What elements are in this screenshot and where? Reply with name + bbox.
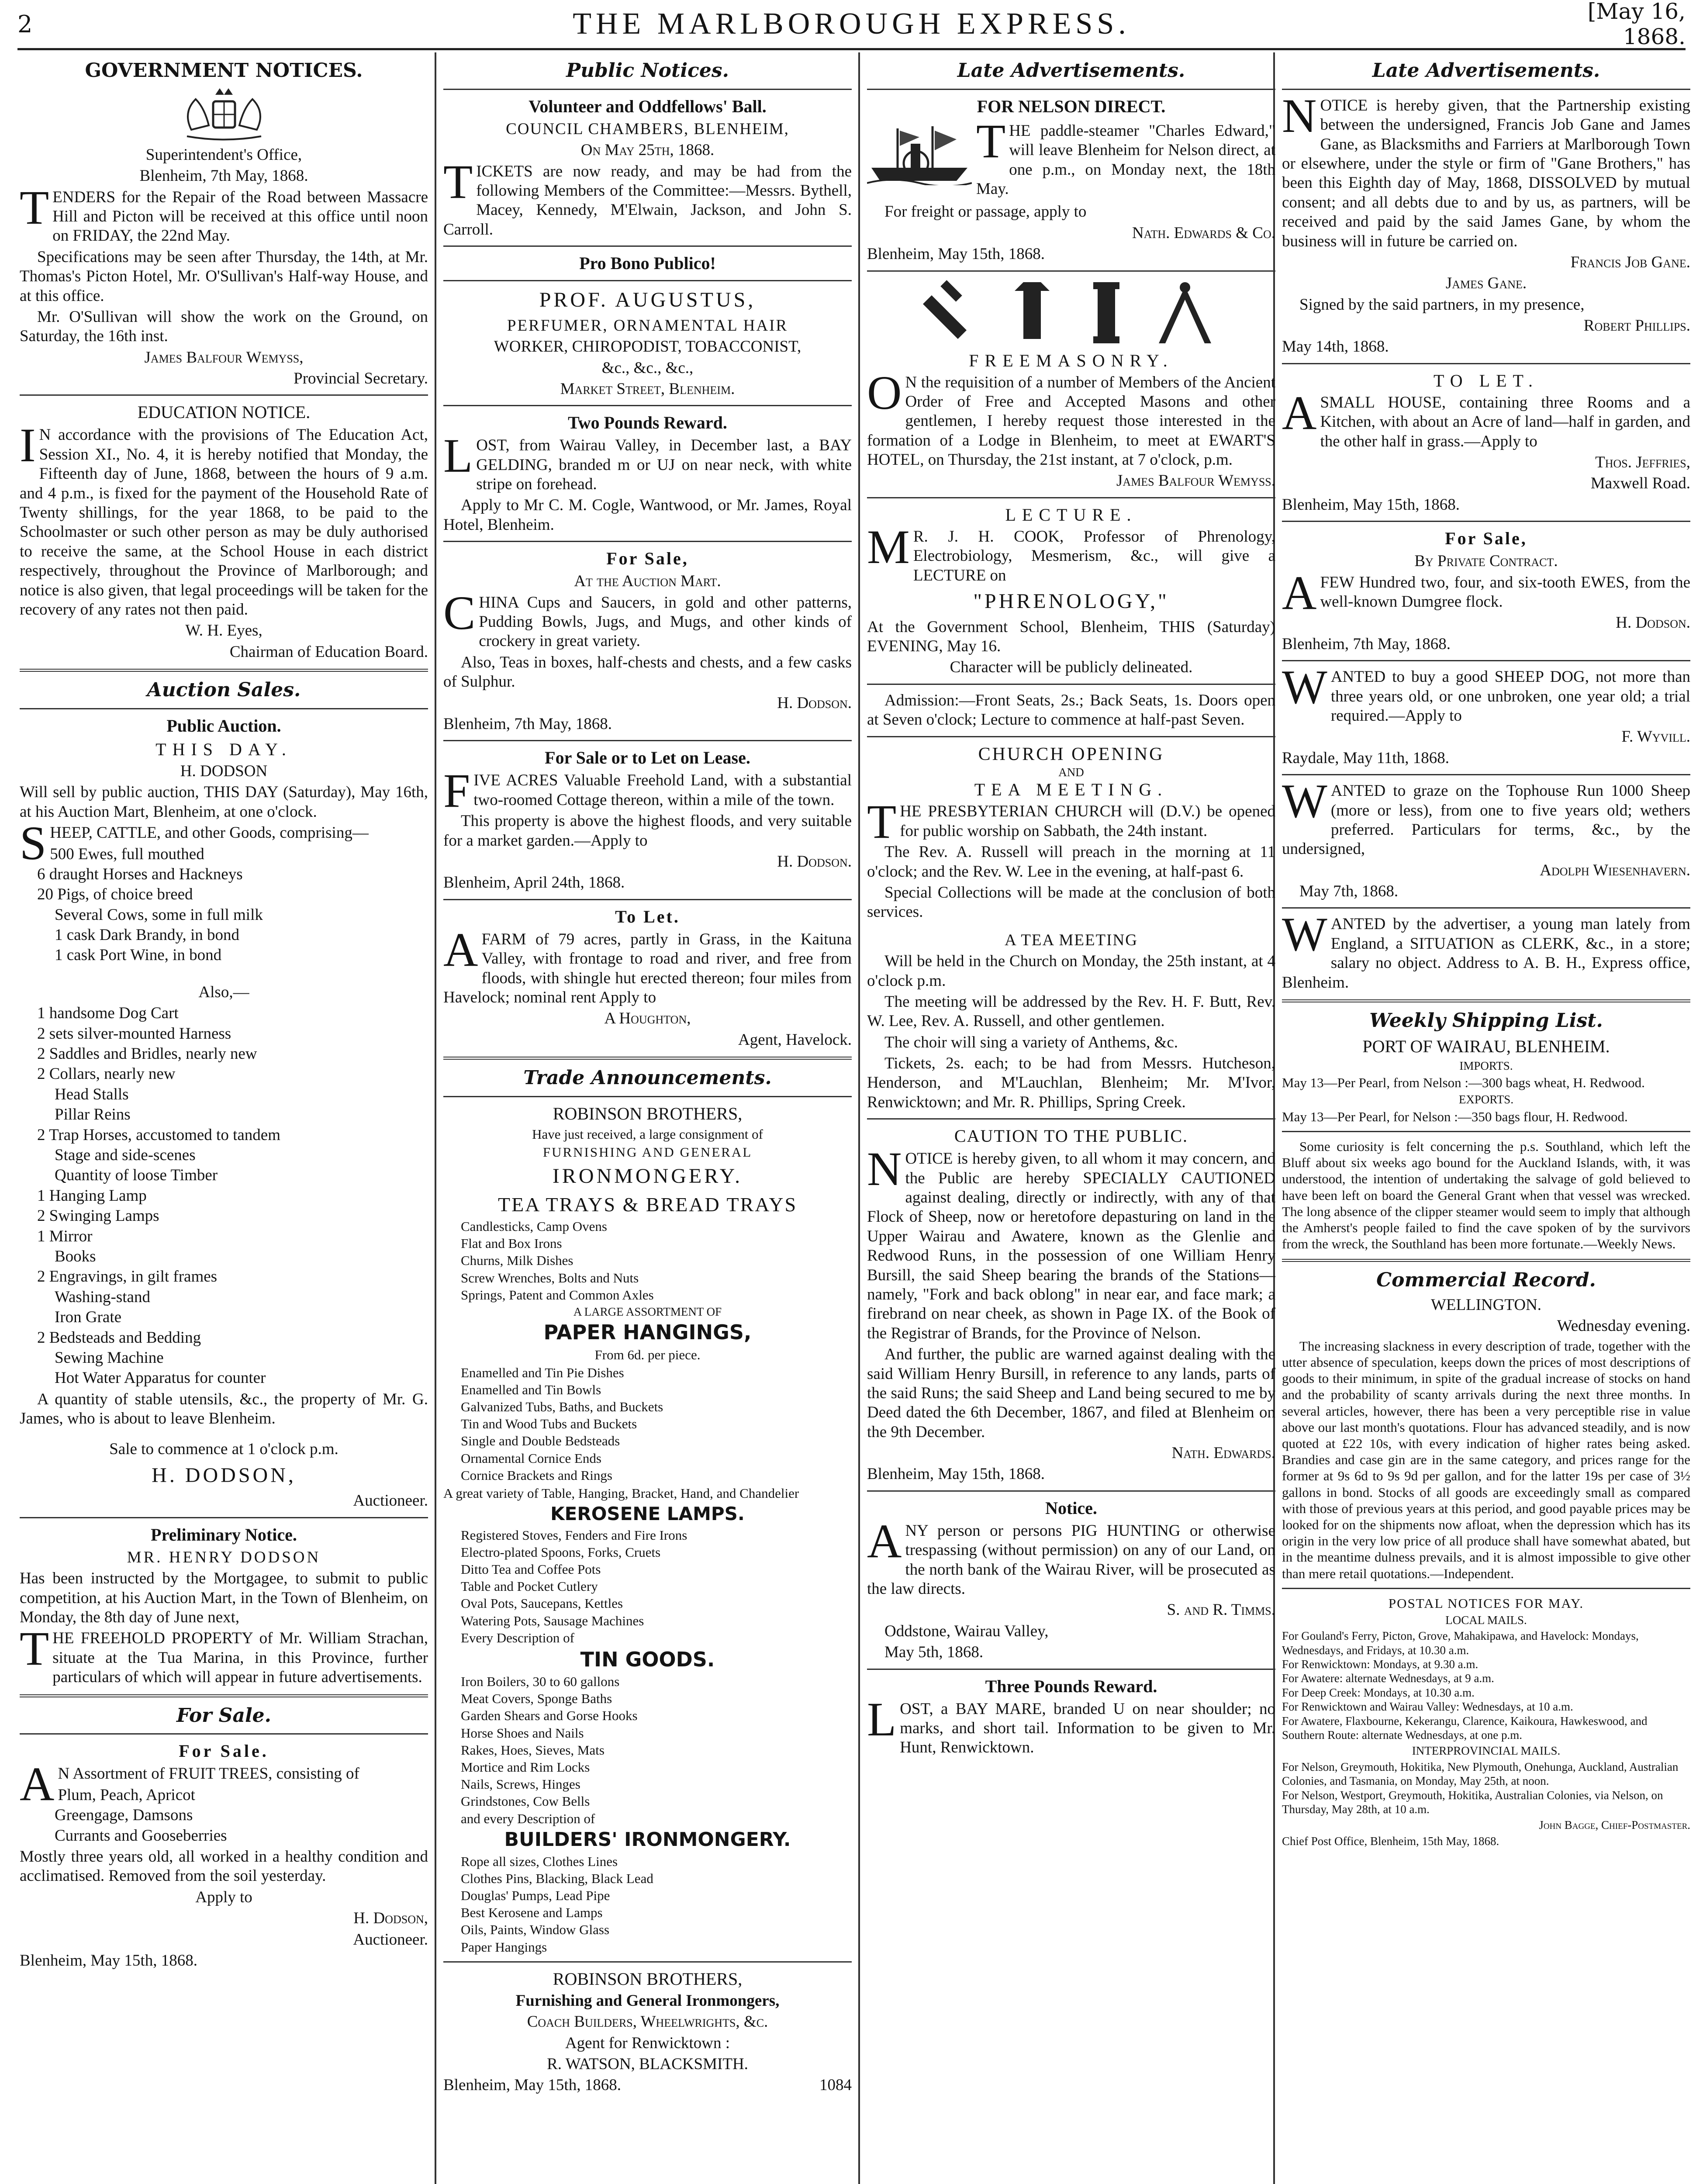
list-item: 2 Swinging Lamps [37,1207,159,1225]
auction-paragraph: Sale to commence at 1 o'clock p.m. [109,1440,339,1458]
to-let-date: Blenheim, May 15th, 1868. [1282,495,1460,514]
list-item: Garden Shears and Gorse Hooks [461,1708,638,1724]
robinson-line: R. WATSON, BLACKSMITH. [547,2055,748,2073]
shipping-list-heading: Weekly Shipping List. [1369,1009,1603,1032]
preliminary-notice-heading: Preliminary Notice. [151,1524,297,1545]
list-item: For Awatere: alternate Wednesdays, at 9 a.m. [1282,1672,1494,1685]
apply-to: Apply to [195,1888,252,1906]
list-item: Pillar Reins [55,1106,131,1124]
divider [1282,999,1690,1002]
commercial-record-heading: Commercial Record. [1376,1269,1596,1292]
lecture-paragraph: Admission:—Front Seats, 2s.; Back Seats, 1s. Doors open at Seven o'clock; Lecture to commence at half-past Seven. [867,691,1275,729]
divider [20,708,428,709]
robinson-line: Have just received, a large consignment of [532,1126,763,1142]
commercial-time: Wednesday evening. [1557,1317,1690,1335]
divider [443,899,852,900]
list-item: Churns, Milk Dishes [461,1253,573,1268]
list-item: Hot Water Apparatus for counter [55,1369,266,1387]
let-heading: To Let. [615,906,680,926]
export-entry: May 13—Per Pearl, for Nelson :—350 bags flour, H. Redwood. [1282,1109,1628,1124]
divider [1282,907,1690,909]
church-heading-2: TEA MEETING. [974,780,1168,800]
church-paragraph: The choir will sing a variety of Anthems, &c. [884,1033,1178,1051]
gov-paragraph: TENDERS for the Repair of the Road between Massacre Hill and Picton will be received at this office until noon on FRIDAY, the 22nd May. [20,180,428,245]
list-item: Oval Pots, Saucepans, Kettles [461,1596,623,1611]
robinson-name: ROBINSON BROTHERS, [553,1969,743,1989]
robinson-line: From 6d. per piece. [594,1347,701,1362]
page-number: 2 [17,10,33,38]
for-sale-heading: For Sale. [176,1704,271,1727]
list-item: Sewing Machine [55,1348,164,1367]
preliminary-name: MR. HENRY DODSON [127,1548,321,1566]
list-item: Cornice Brackets and Rings [461,1467,612,1483]
list-item: Galvanized Tubs, Baths, and Buckets [461,1399,663,1415]
let-paragraph: AFARM of 79 acres, partly in Grass, in the Kaituna Valley, with frontage to road and river, and free from floods, with shingle hut erected thereon; four miles from Havelock; nominal rent Apply to [443,923,852,1006]
freemasonry-paragraph: ON the requisition of a number of Members of the Ancient Order of Free and Accepted Masons and other gentlemen, I hereby request those interested in the formation of a Lodge in Blenheim, to meet at EWART'S HOTEL, on Thursday, the 21st instant, at 7 o'clock, p.m. [867,366,1275,469]
trade-announcements-heading: Trade Announcements. [523,1067,772,1089]
divider [443,541,852,542]
list-item: 2 Trap Horses, accustomed to tandem [37,1126,280,1144]
auctioneer-signature: H. DODSON, [152,1463,296,1487]
divider [443,405,852,406]
divider [867,497,1275,498]
divider [867,89,1275,90]
list-item: For Nelson, Westport, Greymouth, Hokitika, Australian Colonies, via Nelson, on Thursday, May 28th, at 10 a.m. [1282,1788,1663,1816]
masthead [17,0,1686,50]
list-item: 1 Hanging Lamp [37,1186,147,1205]
list-item: Enamelled and Tin Bowls [461,1382,601,1397]
church-paragraph: Tickets, 2s. each; to be had from Messrs. Hutcheson, Henderson, and M'Lauchlan, Blenheim; Mr. M'Ivor, Renwicktown; and Mr. R. Phillips, Spring Creek. [867,1054,1275,1111]
edu-signature: W. H. Eyes, [185,622,263,640]
divider [443,1057,852,1060]
list-item: Best Kerosene and Lamps [461,1905,603,1921]
partnership-paragraph: Signed by the said partners, in my presence, [1299,295,1585,314]
advert-number: 1084 [819,2076,852,2094]
masonic-tools-icon [867,278,1275,348]
caution-date: Blenheim, May 15th, 1868. [867,1465,1045,1483]
lease-date: Blenheim, April 24th, 1868. [443,874,625,892]
edu-signature-title: Chairman of Education Board. [229,643,428,661]
list-item: 2 Saddles and Bridles, nearly new [37,1045,257,1063]
list-item: Watering Pots, Sausage Machines [461,1613,644,1628]
partnership-date: May 14th, 1868. [1282,338,1389,356]
issue-date: [May 16, 1868. [1587,0,1686,49]
divider [20,394,428,396]
divider [867,1118,1275,1120]
to-let-address: Maxwell Road. [1590,474,1690,493]
robinson-line: A great variety of Table, Hanging, Bracket, Hand, and Chandelier [443,1486,799,1501]
list-item: Clothes Pins, Blacking, Black Lead [461,1870,653,1886]
fruit-trees-paragraph: AN Assortment of FRUIT TREES, consisting of [20,1757,359,1811]
divider [443,740,852,741]
church-paragraph: THE PRESBYTERIAN CHURCH will (D.V.) be opened for public worship on Sabbath, the 24th instant. [867,795,1275,849]
list-item: Mortice and Rim Locks [461,1759,590,1775]
church-paragraph: Will be held in the Church on Monday, the 25th instant, at 4 o'clock p.m. [867,952,1275,990]
nelson-paragraph: For freight or passage, apply to [884,203,1087,221]
robinson-line: Agent for Renwicktown : [565,2034,730,2052]
wanted-paragraph: WANTED to buy a good SHEEP DOG, not more than three years old, or one unbroken, one year old; a trial required.—Apply to [1282,660,1690,725]
list-item: Nails, Screws, Hinges [461,1776,580,1792]
tea-meeting-heading: A TEA MEETING [1005,931,1138,949]
gov-paragraph: Mr. O'Sullivan will show the work on the Ground, on Saturday, the 16th inst. [20,308,428,346]
list-item: 1 cask Dark Brandy, in bond [55,926,240,944]
notice-paragraph: ANY person or persons PIG HUNTING or otherwise trespassing (without permission) on any of our Land, on the north bank of the Wairau River, will be prosecuted as the law directs. [867,1514,1275,1598]
augustus-line: &c., &c., &c., [601,359,694,377]
wanted-date: Raydale, May 11th, 1868. [1282,749,1449,767]
caution-signature: Nath. Edwards. [1171,1444,1275,1462]
auctioneer-title: Auctioneer. [353,1492,428,1510]
robinson-line: Coach Builders, Wheelwrights, &c. [527,2013,768,2031]
list-item: For Deep Creek: Mondays, at 10.30 a.m. [1282,1686,1475,1699]
to-let-signature: Thos. Jeffries, [1595,453,1690,472]
divider [20,1517,428,1518]
robinson-name: ROBINSON BROTHERS, [553,1103,743,1123]
divider [1282,1588,1690,1589]
late-advertisements-heading: Late Advertisements. [1372,59,1600,82]
auction-paragraph: Will sell by public auction, THIS DAY (Saturday), May 16th, at his Auction Mart, Blenheim, at one o'clock. [20,783,428,821]
list-item: Candlesticks, Camp Ovens [461,1219,607,1234]
divider [1282,363,1690,364]
augustus-line: Market Street, Blenheim. [560,380,735,398]
robinson-date: Blenheim, May 15th, 1868. [443,2076,621,2094]
robinson-line: IRONMONGERY. [552,1165,743,1188]
local-mails-label: LOCAL MAILS. [1445,1613,1527,1627]
commercial-paragraph: The increasing slackness in every description of trade, together with the utter absence of speculation, keeps down the prices of most descriptions of goods to their minimum, in spite of the gradual increase of stocks on hand and the probability of scanty arrivals during the next three months. In several articles, however, there has been a very perceptible rise in value above our last month's quotations. Flour has advanced steadily, and is now quoted at £22 10s, with every indication of higher rates being asked. Brandies and case gin are in the same category, and prices range for the former at 9s 6d to 9s 9d per gallon, and for the latter 19s per case of 3½ gallons in bond. Stocks of all goods are exceedingly small as compared with those of previous years at this period, and good payable prices may be looked for on the shipments now afloat, when the depression which has its origin in the very low price of all produce shall have somewhat abated, but in the meantime dulness prevails, and it is almost impossible to give other than mere retail quotations.—Independent. [1282,1338,1690,1581]
partnership-signature: Francis Job Gane. [1570,253,1690,271]
notice-date: May 5th, 1868. [884,1643,984,1662]
auction-paragraph: SHEEP, CATTLE, and other Goods, comprising— [20,816,369,870]
sale-paragraph: Also, Teas in boxes, half-chests and chests, and a few casks of Sulphur. [443,653,852,691]
divider [867,684,1275,685]
list-item: Currants and Gooseberries [55,1826,227,1845]
list-item: Ornamental Cornice Ends [461,1450,601,1466]
list-item: Screw Wrenches, Bolts and Nuts [461,1270,639,1286]
ball-place: COUNCIL CHAMBERS, BLENHEIM, [506,120,789,138]
column-3 [867,57,1275,2184]
lecture-paragraph: Character will be publicly delineated. [950,658,1193,677]
divider [1282,89,1690,90]
preliminary-paragraph: THE FREEHOLD PROPERTY of Mr. William Strachan, situate at the Tua Marina, in this Province, further particulars of which will appear in future advertisements. [20,1622,428,1686]
list-item: 500 Ewes, full mouthed [50,845,204,863]
list-item: Tin and Wood Tubs and Buckets [461,1416,637,1432]
column-2 [443,57,852,2184]
list-item: 2 Collars, nearly new [37,1065,176,1083]
steamer-icon [867,120,972,201]
import-entry: May 13—Per Pearl, from Nelson :—300 bags wheat, H. Redwood. [1282,1075,1645,1091]
ball-date: On May 25th, 1868. [580,141,715,159]
robinson-line: Furnishing and General Ironmongers, [515,1991,780,2010]
steamer-advert [867,114,1275,201]
divider [20,669,428,672]
divider [20,1694,428,1697]
lecture-subject: "PHRENOLOGY," [973,590,1169,613]
list-item: Meat Covers, Sponge Baths [461,1691,612,1707]
gov-date: Blenheim, 7th May, 1868. [139,167,308,185]
church-heading: CHURCH OPENING [978,744,1164,764]
ball-heading: Volunteer and Oddfellows' Ball. [529,96,767,116]
pro-bono-heading: Pro Bono Publico! [579,253,716,273]
list-item: Several Cows, some in full milk [55,905,263,924]
column-divider [858,52,860,2184]
nelson-heading: FOR NELSON DIRECT. [977,96,1166,116]
let-signature-title: Agent, Havelock. [738,1030,852,1049]
robinson-line: BUILDERS' IRONMONGERY. [504,1828,791,1851]
list-item: Washing-stand [55,1288,150,1306]
divider [443,245,852,247]
newspaper-title: THE MARLBOROUGH EXPRESS. [573,7,1130,41]
three-pounds-paragraph: LOST, a BAY MARE, branded U on near shoulder; no marks, and short tail. Information to be given to Mr. Hunt, Renwicktown. [867,1692,1275,1757]
list-item: Springs, Patent and Common Axles [461,1287,654,1303]
also-label: Also,— [198,983,249,1001]
nelson-paragraph: THE paddle-steamer "Charles Edward," will leave Blenheim for Nelson direct, at one p.m., on Monday next, the 18th May. [976,114,1275,198]
reward-heading: Two Pounds Reward. [568,413,727,433]
ball-paragraph: TICKETS are now ready, and may be had from the following Members of the Committee:—Messrs. Bythell, Macey, Kennedy, M'Elwain, Jackson, and John S. Carroll. [443,155,852,238]
royal-coat-of-arms-icon [20,86,428,143]
partnership-signature: James Gane. [1445,274,1527,293]
robinson-line: TEA TRAYS & BREAD TRAYS [497,1193,798,1216]
this-day-heading: THIS DAY. [155,739,292,759]
sale-date: Blenheim, 7th May, 1868. [443,715,612,733]
list-item: Paper Hangings [461,1939,547,1955]
augustus-line: PERFUMER, ORNAMENTAL HAIR [507,316,788,335]
robinson-line: KEROSENE LAMPS. [550,1503,745,1525]
nelson-signature: Nath. Edwards & Co. [1132,224,1275,242]
post-office-footer: Chief Post Office, Blenheim, 15th May, 1868. [1282,1834,1499,1848]
wanted-signature: Adolph Wiesenhavern. [1540,861,1690,879]
divider [867,1669,1275,1670]
list-item: Single and Double Bedsteads [461,1433,620,1449]
auction-paragraph: A quantity of stable utensils, &c., the property of Mr. G. James, who is about to leave Blenheim. [20,1390,428,1428]
imports-label: IMPORTS. [1459,1059,1513,1072]
lease-heading: For Sale or to Let on Lease. [545,748,750,768]
list-item: 20 Pigs, of choice breed [37,885,193,904]
exports-label: EXPORTS. [1458,1093,1514,1106]
column-4 [1282,57,1690,2184]
divider [443,1096,852,1097]
for-sale-subheading: For Sale. [179,1741,269,1761]
notice-heading: Notice. [1045,1498,1097,1518]
postmaster-signature: John Bagge, Chief-Postmaster. [1539,1818,1690,1832]
caution-heading: CAUTION TO THE PUBLIC. [954,1126,1188,1146]
list-item: Table and Pocket Cutlery [461,1579,598,1594]
to-let-paragraph: ASMALL HOUSE, containing three Rooms and a Kitchen, with about an Acre of land—half in garden, and the other half in grass.—Apply to [1282,386,1690,450]
divider [867,1490,1275,1492]
lecture-paragraph: At the Government School, Blenheim, THIS (Saturday) EVENING, May 16. [867,618,1275,656]
gov-place: Superintendent's Office, [145,145,302,164]
list-item: Electro-plated Spoons, Forks, Cruets [461,1544,661,1560]
private-sale-subheading: By Private Contract. [1414,552,1558,570]
freemasonry-heading: FREEMASONRY. [969,350,1174,370]
list-item: 6 draught Horses and Hackneys [37,865,243,883]
list-item: Douglas' Pumps, Lead Pipe [461,1887,610,1903]
partnership-witness: Robert Phillips. [1583,317,1690,335]
list-item: Flat and Box Irons [461,1236,562,1251]
commercial-place: WELLINGTON. [1430,1296,1542,1314]
lease-signature: H. Dodson. [777,852,852,871]
list-item: Horse Shoes and Nails [461,1725,584,1741]
notice-place: Oddstone, Wairau Valley, [884,1622,1049,1640]
divider [1282,660,1690,661]
fruit-trees-signature-title: Auctioneer. [353,1930,428,1949]
list-item: Head Stalls [55,1085,129,1103]
augustus-line: WORKER, CHIROPODIST, TOBACCONIST, [494,338,801,356]
divider [20,1733,428,1735]
column-1 [20,57,428,2184]
divider [1282,1131,1690,1132]
late-advertisements-heading: Late Advertisements. [957,59,1185,82]
partnership-paragraph: NOTICE is hereby given, that the Partnership existing between the undersigned, Francis Job Gane and James Gane, as Blacksmiths and Farriers at Marlborough Town or elsewhere, under the style or firm of "Gane Brothers," has been this Eighth day of May, 1868, DISSOLVED by mutual consent; and all debts due to and by us, as partners, will be received and paid by the said James Gane, by whom the business will in future be carried on. [1282,89,1690,250]
list-item: Oils, Paints, Window Glass [461,1922,610,1938]
list-item: For Renwicktown and Wairau Valley: Wednesdays, at 10 a.m. [1282,1700,1573,1714]
list-item: Grindstones, Cow Bells [461,1794,590,1809]
list-item: 1 handsome Dog Cart [37,1004,179,1023]
list-item: Greengage, Damsons [55,1806,193,1825]
reward-paragraph: LOST, from Wairau Valley, in December last, a BAY GELDING, branded m or UJ on near neck, with white stripe on forehead. [443,429,852,494]
postal-heading: POSTAL NOTICES FOR MAY. [1388,1595,1584,1611]
list-item: Ditto Tea and Coffee Pots [461,1561,601,1577]
wanted-date: May 7th, 1868. [1299,882,1399,901]
private-sale-date: Blenheim, 7th May, 1868. [1282,635,1451,653]
church-paragraph: Special Collections will be made at the conclusion of both services. [867,883,1275,921]
private-sale-paragraph: AFEW Hundred two, four, and six-tooth EWES, from the well-known Dumgree flock. [1282,566,1690,619]
lease-paragraph: FIVE ACRES Valuable Freehold Land, with a substantial two-roomed Cottage thereon, within a mile of the town. [443,764,852,818]
government-notices-heading: GOVERNMENT NOTICES. [85,59,363,82]
public-auction-heading: Public Auction. [166,715,281,736]
wanted-signature: F. Wyvill. [1621,728,1690,746]
lease-paragraph: This property is above the highest floods, and very suitable for a market garden.—Apply to [443,812,852,850]
list-item: Every Description of [461,1630,574,1645]
divider [1282,521,1690,522]
fruit-trees-signature: H. Dodson, [353,1909,428,1928]
divider [867,736,1275,737]
preliminary-paragraph: Has been instructed by the Mortgagee, to submit to public competition, at his Auction Mart, in the Town of Blenheim, on Monday, the 8th day of June next, [20,1569,428,1627]
lecture-paragraph: MR. J. H. COOK, Professor of Phrenology, Electrobiology, Mesmerism, &c., will give a LECTURE on [867,520,1275,584]
divider [443,89,852,90]
wanted-paragraph: WANTED by the advertiser, a young man lately from England, a SITUATION as CLERK, &c., in a store; salary no object. Address to A. B. H., Express office, Blenheim. [1282,908,1690,992]
fruit-trees-paragraph: Mostly three years old, all worked in a healthy condition and acclimatised. Removed from the soil yesterday. [20,1847,428,1885]
public-notices-heading: Public Notices. [566,59,729,82]
gov-signature-title: Provincial Secretary. [294,370,428,388]
shipping-port: PORT OF WAIRAU, BLENHEIM. [1362,1036,1610,1056]
robinson-line: TIN GOODS. [580,1647,715,1671]
divider [1282,1259,1690,1262]
gov-signature: James Balfour Wemyss, [144,348,304,366]
list-item: Iron Grate [55,1308,122,1327]
list-item: For Nelson, Greymouth, Hokitika, New Plymouth, Onehunga, Auckland, Australian Colonies, and Tasmania, on Monday, May 25th, at noon. [1282,1760,1679,1788]
list-item: For Awatere, Flaxbourne, Kekerangu, Clarence, Kaikoura, Hawkeswood, and Southern Route: alternate Wednesdays, at one p.m. [1282,1714,1648,1742]
caution-paragraph: And further, the public are warned against dealing with the said William Henry Bursill, in reference to any lands, parts of the said Runs; the said Sheep and Land being secured to me by Deed dated the 6th December, 1867, and filed at Blenheim on the 9th December. [867,1345,1275,1441]
column-divider [435,52,436,2184]
three-pounds-reward-heading: Three Pounds Reward. [985,1676,1157,1696]
robinson-line: PAPER HANGINGS, [543,1320,752,1344]
auction-sales-heading: Auction Sales. [147,679,301,702]
list-item: and every Description of [461,1811,595,1826]
robinson-line: FURNISHING AND GENERAL [542,1144,753,1160]
list-item: Quantity of loose Timber [55,1166,218,1185]
list-item: For Gouland's Ferry, Picton, Grove, Mahakipawa, and Havelock: Mondays, Wednesdays, and Fridays, at 10.30 a.m. [1282,1629,1639,1657]
list-item: Plum, Peach, Apricot [58,1786,195,1804]
list-item: Enamelled and Tin Pie Dishes [461,1365,624,1380]
list-item: Rakes, Hoes, Sieves, Mats [461,1742,605,1758]
list-item: Rope all sizes, Clothes Lines [461,1853,618,1869]
robinson-footer [443,2076,852,2095]
shipping-news: Some curiosity is felt concerning the p.s. Southland, which left the Bluff about six weeks ago bound for the Auckland Islands, with, it was understood, the intention of undertaking the salvage of gold believed to have been left on board the General Grant when that vessel was wrecked. The long absence of the clipper steamer would seem to imply that although the Amherst's people failed to find the cave spoken of by the survivors from the wreck, the Southland has been more fortunate.—Weekly News. [1282,1138,1690,1252]
list-item: 1 cask Port Wine, in bond [55,946,222,964]
divider [443,1961,852,1963]
list-item: Books [55,1247,96,1265]
sale-subheading: At the Auction Mart. [574,572,721,591]
reward-paragraph: Apply to Mr C. M. Cogle, Wantwood, or Mr. James, Royal Hotel, Blenheim. [443,496,852,534]
interprovincial-mails-label: INTERPROVINCIAL MAILS. [1412,1744,1561,1758]
divider [867,270,1275,272]
freemasonry-signature: James Balfour Wemyss. [1116,472,1275,490]
notice-signature: S. and R. Timms. [1167,1601,1275,1619]
divider [1282,774,1690,775]
robinson-line: A LARGE ASSORTMENT OF [573,1305,722,1318]
wanted-paragraph: WANTED to graze on the Tophouse Run 1000 Sheep (more or less), from one to five years old; wethers preferred. Particulars for terms, &c., by the undersigned, [1282,774,1690,858]
church-paragraph: The Rev. A. Russell will preach in the morning at 11 o'clock; and the Rev. W. Lee in the evening, at half-past 6. [867,843,1275,881]
education-notice-heading: EDUCATION NOTICE. [137,402,311,422]
list-item: Iron Boilers, 30 to 60 gallons [461,1674,620,1690]
list-item: Stage and side-scenes [55,1146,196,1164]
list-item: For Renwicktown: Mondays, at 9.30 a.m. [1282,1658,1478,1671]
list-item: 1 Mirror [37,1227,93,1245]
to-let-heading: TO LET. [1434,370,1539,390]
list-item: 2 Bedsteads and Bedding [37,1328,201,1347]
let-signature: A Houghton, [604,1009,691,1028]
list-item: 2 Engravings, in gilt frames [37,1268,218,1286]
church-paragraph: The meeting will be addressed by the Rev. H. F. Butt, Rev. W. Lee, Rev. A. Russell, and other gentlemen. [867,992,1275,1030]
private-sale-signature: H. Dodson. [1616,614,1690,632]
nelson-date: Blenheim, May 15th, 1868. [867,245,1045,263]
church-and: AND [1058,765,1084,779]
list-item: 2 sets silver-mounted Harness [37,1024,231,1043]
gov-paragraph: Specifications may be seen after Thursday, the 14th, at Mr. Thomas's Picton Hotel, Mr. O'Sullivan's Half-way House, and at this office. [20,248,428,305]
divider [443,280,852,281]
private-sale-heading: For Sale, [1445,529,1527,549]
auctioneer-name: H. DODSON [180,762,268,780]
augustus-name: PROF. AUGUSTUS, [539,288,756,312]
edu-paragraph: IN accordance with the provisions of The Education Act, Session XI., No. 4, it is hereby notified that Monday, the Fifteenth day of June, 1868, between the hours of 9 a.m. and 4 p.m., is fixed for the payment of the Household Rate of Twenty shillings, for the year 1868, to be paid to the Schoolmaster or such other person as may be duly authorised to receive the same, at the School House in each district respectively, throughout the Province of Marlborough; and notice is also given, that legal proceedings will be taken for the recovery of any rates not then paid. [20,418,428,619]
sale-heading: For Sale, [606,549,689,569]
list-item: Registered Stoves, Fenders and Fire Irons [461,1527,687,1543]
fruit-trees-date: Blenheim, May 15th, 1868. [20,1951,197,1970]
sale-paragraph: CHINA Cups and Saucers, in gold and other patterns, Pudding Bowls, Jugs, and Mugs, and other kinds of crockery in great variety. [443,586,852,650]
caution-paragraph: NOTICE is hereby given, to all whom it may concern, and the Public are hereby SPECIALLY CAUTIONED against dealing, directly or indirectly, with any of that Flock of Sheep, now or heretofore depasturing on land in the Upper Wairau and Awatere, known as the Glenlie and Redwood Runs, in the possession of one William Henry Bursill, the said Sheep bearing the brands of the Stations—namely, "Fork and back oblong" in near ear, and face mark; a firebrand on near cheek, as shown in Page IX. of the Book of the Registrar of Brands, for the Province of Nelson. [867,1142,1275,1342]
lecture-heading: LECTURE. [1005,505,1137,525]
sale-signature: H. Dodson. [777,694,852,712]
